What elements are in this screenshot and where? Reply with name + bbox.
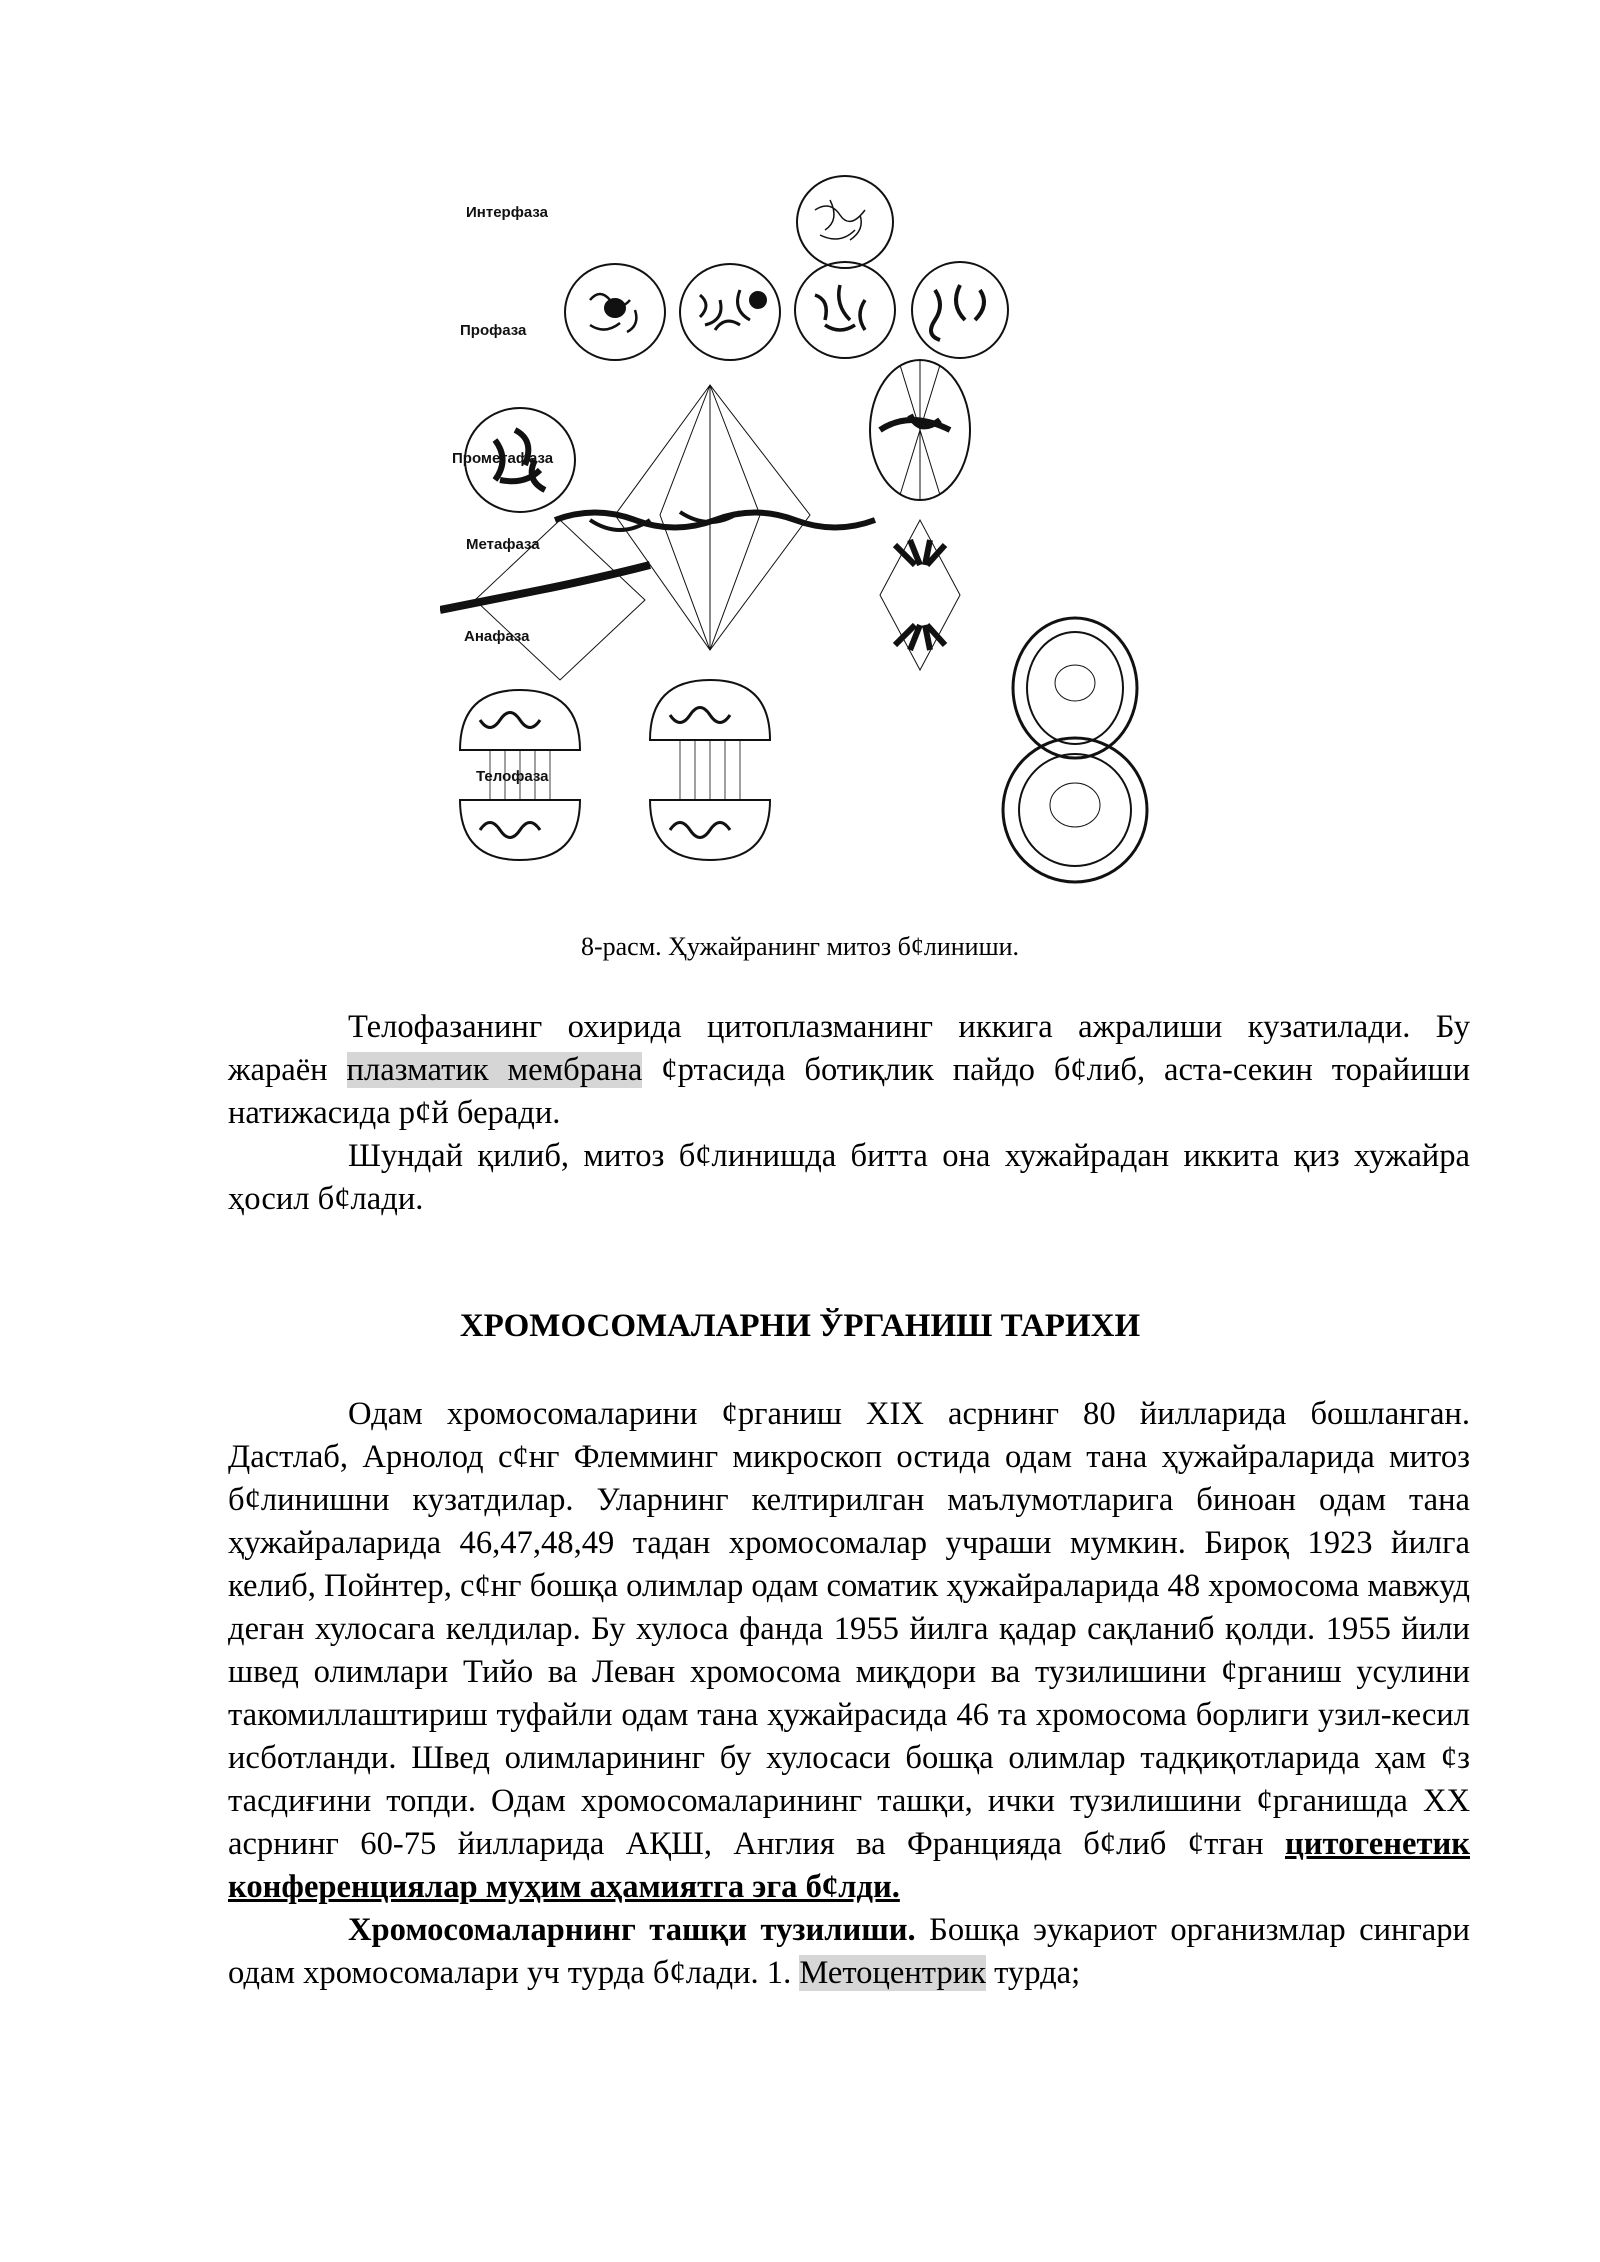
metaphase-spindle [555, 385, 875, 650]
p1-text-end: ¢ртасида ботиқлик пайдо б¢либ, аста-секин торайиши натижасида р¢й беради. [228, 1052, 1471, 1131]
section-heading: ХРОМОСОМАЛАРНИ ЎРГАНИШ ТАРИХИ [459, 1308, 1141, 1344]
p4-text: Бошқа эукариот организмлар сингари одам хромосомалари уч турда б¢лади. 1. [228, 1912, 1470, 1991]
label-prometaphase: Прометафаза [452, 450, 554, 467]
label-prophase: Профаза [460, 322, 527, 339]
label-anaphase: Анафаза [464, 628, 530, 645]
paragraph-4 [228, 1909, 1470, 1995]
p1-text: Телофазанинг охирида цитоплазманинг иккига ажралиши кузатилади. Бу жараён [228, 1009, 1470, 1088]
p3-bold-underline: цитогенетик конференциялар муҳим аҳамиятга эга б¢лди. [228, 1826, 1470, 1905]
highlight-plasma-membrane: плазматик мембрана [346, 1052, 643, 1088]
prometaphase-cells [465, 360, 970, 512]
paragraph-2: Шундай қилиб, митоз б¢линишда битта она хужайрадан иккита қиз хужайра ҳосил б¢лади. [228, 1138, 1470, 1217]
mitosis-figure [440, 160, 1180, 890]
paragraph-3 [228, 1393, 1470, 1909]
interphase-cell [797, 176, 893, 268]
label-metaphase: Метафаза [466, 536, 540, 553]
mitosis-diagram [440, 160, 1180, 890]
p3-text: Одам хромосомаларини ¢рганиш XIX асрнинг 80 йилларида бошланган. Дастлаб, Арнолод с¢нг Флемминг микроскоп остида одам тана ҳужайраларида митоз б¢линишни кузатдилар. Уларнинг келтирилган маълумотларига биноан одам тана ҳужайраларида 46,47,48,49 тадан хромосомалар учраши мумкин. Бироқ 1923 йилга келиб, Пойнтер, с¢нг бошқа олимлар одам соматик ҳужайраларида 48 хромосома мавжуд деган хулосага келдилар. Бу хулоса фанда 1955 йилга қадар сақланиб қолди. 1955 йили швед олимлари Тийо ва Леван хромосома миқдори ва тузилишини ¢рганиш усулини такомиллаштириш туфайли одам тана ҳужайрасида 46 та хромосома борлиги узил-кесил исботланди. Швед олимларининг бу хулосаси бошқа олимлар тадқиқотларида ҳам ¢з тасдиғини топди. Одам хромосомаларининг ташқи, ички тузилишини ¢рганишда XX асрнинг 60-75 йилларида АҚШ, Англия ва Францияда б¢либ ¢тган [228, 1396, 1470, 1862]
highlight-metocentric: Метоцентрик [799, 1955, 986, 1991]
label-telophase: Телофаза [476, 768, 549, 785]
label-interphase: Интерфаза [466, 204, 548, 221]
p4-bold-title: Хромосомаларнинг ташқи тузилиши. [348, 1912, 916, 1948]
figure-caption: 8-расм. Ҳужайранинг митоз б¢линиши. [580, 932, 1020, 961]
p4-text-end: турда; [985, 1955, 1081, 1991]
telophase-text [228, 1006, 1470, 1221]
history-text [228, 1393, 1470, 1995]
daughter-cells [1003, 618, 1147, 882]
paragraph-1 [228, 1006, 1470, 1135]
prophase-cells [565, 262, 1008, 360]
